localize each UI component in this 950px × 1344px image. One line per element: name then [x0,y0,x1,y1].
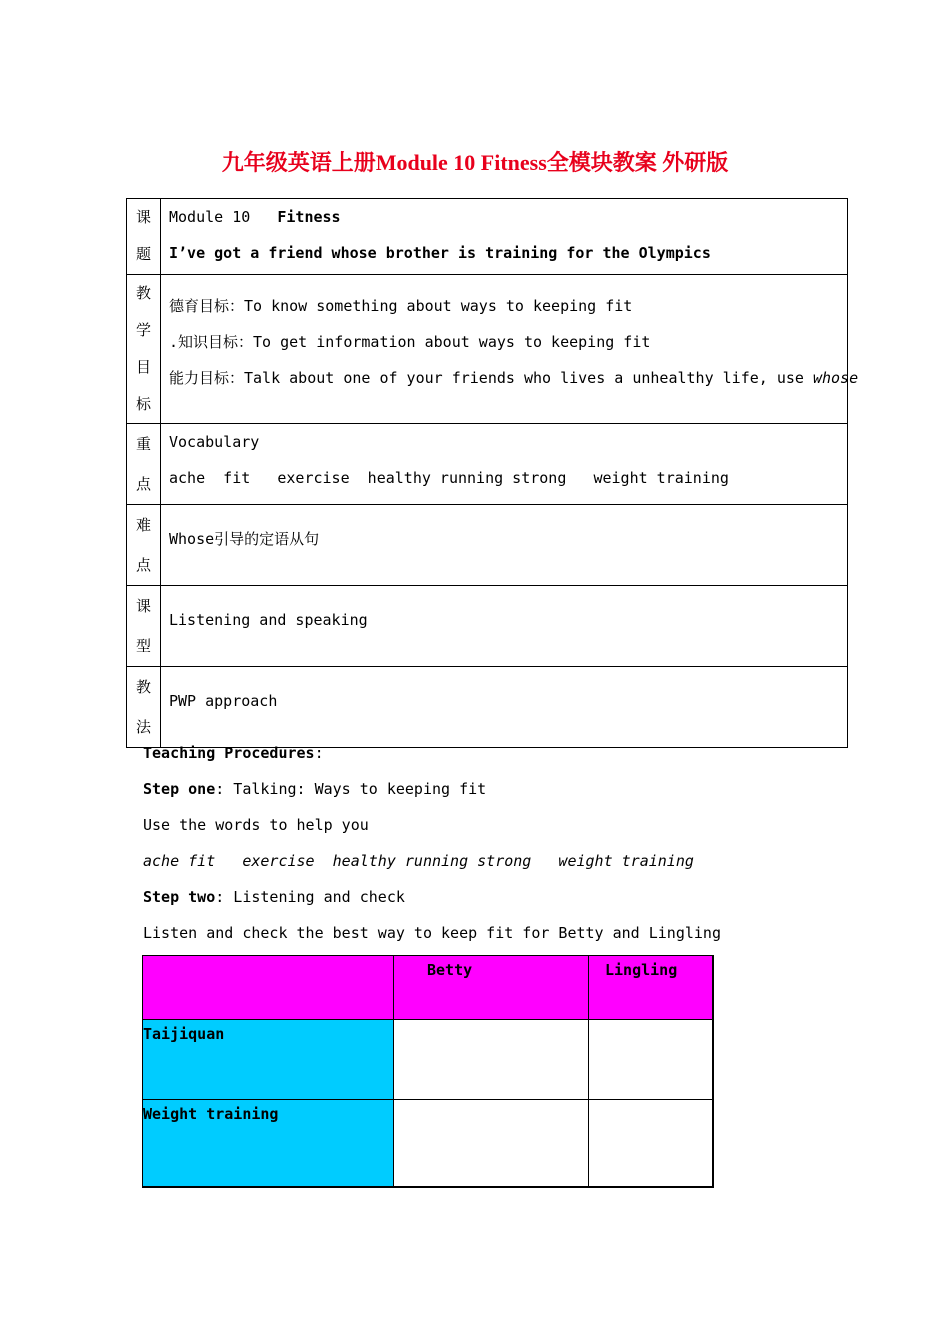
check-cell[interactable] [394,1100,589,1187]
procedures-heading-text: Teaching Procedures [143,744,315,762]
label-char: 标 [135,395,151,413]
plan-row-key-points [127,424,848,505]
step-two-label: Step two [143,888,216,906]
label-char: 型 [135,637,151,655]
check-header-cell [143,956,394,1020]
label-char: 课 [135,208,151,226]
content-line: PWP approach [169,692,278,710]
line-text: whose [812,369,859,387]
label-char: 题 [135,245,151,263]
check-row-label: Taijiquan [143,1020,394,1100]
step-one-instruction: Use the words to help you [143,816,369,834]
listening-check-table [142,955,714,1188]
plan-row-label [127,275,161,424]
plan-row-difficulties [127,505,848,586]
step-one-label: Step one [143,780,216,798]
label-char: 目 [135,358,151,376]
plan-row-topic [127,199,848,275]
label-char: 点 [135,556,151,574]
line-text: 能力目标：Talk about one of your friends who lives a unhealthy life, use [169,369,813,387]
content-line: ache fit exercise healthy running strong weight training [169,469,729,487]
vocabulary-words: ache fit exercise healthy running strong weight training [143,852,694,870]
plan-row-content [161,505,848,586]
check-cell[interactable] [589,1100,714,1187]
content-line: Whose引导的定语从句 [169,530,320,548]
label-char: 重 [135,435,151,453]
step-two-text: : Listening and check [215,888,405,906]
plan-row-content [161,199,848,275]
content-line [169,199,847,235]
plan-row-label [127,586,161,667]
procedures-heading [143,735,721,771]
check-header-lingling: Lingling [589,956,714,1020]
plan-row-content [161,586,848,667]
content-line: 德育目标：To know something about ways to keeping fit [169,297,633,315]
check-cell[interactable] [589,1020,714,1100]
step-two [143,879,721,915]
plan-row-content [161,275,859,424]
check-row [143,1100,714,1187]
label-char: 教 [135,678,151,696]
label-char: 点 [135,475,151,493]
line-text: Fitness [277,208,341,226]
check-row [143,1020,714,1100]
step-one [143,771,721,807]
plan-row-content [161,424,848,505]
label-char: 教 [135,284,151,302]
label-char: 难 [135,516,151,534]
label-char: 学 [135,321,151,339]
line-text: Module 10 [169,208,278,226]
label-char: 法 [135,718,151,736]
label-char: 课 [135,597,151,615]
plan-row-lesson-type [127,586,848,667]
procedures-heading-suffix: : [314,744,324,762]
plan-row-label [127,199,161,275]
content-line: .知识目标：To get information about ways to keeping fit [169,333,651,351]
document-title: 九年级英语上册Module 10 Fitness全模块教案 外研版 [221,150,729,175]
step-two-instruction: Listen and check the best way to keep fit for Betty and Lingling [143,924,721,942]
check-cell[interactable] [394,1020,589,1100]
content-line: I’ve got a friend whose brother is training for the Olympics [169,244,711,262]
check-row-label: Weight training [143,1100,394,1187]
teaching-procedures [143,735,721,951]
step-one-text: : Talking: Ways to keeping fit [215,780,487,798]
content-line: Listening and speaking [169,611,368,629]
check-header-row [143,956,714,1020]
content-line: Vocabulary [169,433,260,451]
content-line [169,360,859,396]
plan-row-label [127,424,161,505]
check-header-betty: Betty [394,956,589,1020]
plan-row-objectives [127,275,848,424]
lesson-plan-table [126,198,859,748]
plan-row-label [127,505,161,586]
